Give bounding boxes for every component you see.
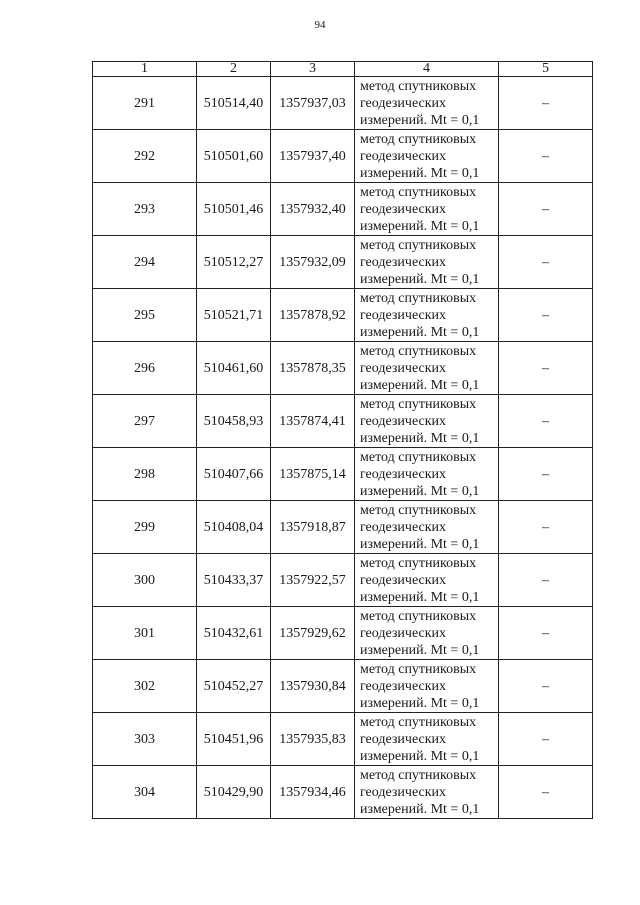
y-coordinate-cell: 1357874,41 (271, 395, 355, 448)
point-number-cell: 300 (93, 554, 197, 607)
x-coordinate-cell: 510501,46 (197, 183, 271, 236)
x-coordinate-cell: 510433,37 (197, 554, 271, 607)
method-line: геодезических (360, 201, 447, 217)
column-header: 3 (271, 62, 355, 77)
column-5-cell: – (499, 395, 593, 448)
method-line: метод спутниковых (360, 767, 477, 783)
y-coordinate-cell: 1357937,03 (271, 77, 355, 130)
method-line: метод спутниковых (360, 449, 477, 465)
method-line: измерений. Mt = 0,1 (360, 324, 480, 340)
method-line: измерений. Mt = 0,1 (360, 589, 480, 605)
point-number-cell: 303 (93, 713, 197, 766)
method-cell (355, 607, 499, 660)
x-coordinate-cell: 510407,66 (197, 448, 271, 501)
method-line: измерений. Mt = 0,1 (360, 112, 480, 128)
table-row (93, 342, 593, 395)
column-5-cell: – (499, 448, 593, 501)
table-row (93, 448, 593, 501)
point-number-cell: 299 (93, 501, 197, 554)
point-number-cell: 294 (93, 236, 197, 289)
column-5-cell: – (499, 77, 593, 130)
column-header: 2 (197, 62, 271, 77)
x-coordinate-cell: 510429,90 (197, 766, 271, 819)
y-coordinate-cell: 1357878,35 (271, 342, 355, 395)
method-line: метод спутниковых (360, 502, 477, 518)
method-line: измерений. Mt = 0,1 (360, 748, 480, 764)
point-number-cell: 291 (93, 77, 197, 130)
column-5-cell: – (499, 554, 593, 607)
y-coordinate-cell: 1357937,40 (271, 130, 355, 183)
method-line: метод спутниковых (360, 343, 477, 359)
y-coordinate-cell: 1357932,40 (271, 183, 355, 236)
method-cell (355, 395, 499, 448)
x-coordinate-cell: 510521,71 (197, 289, 271, 342)
table-row (93, 289, 593, 342)
y-coordinate-cell: 1357935,83 (271, 713, 355, 766)
method-line: метод спутниковых (360, 184, 477, 200)
method-line: измерений. Mt = 0,1 (360, 430, 480, 446)
table-row (93, 236, 593, 289)
method-cell (355, 766, 499, 819)
x-coordinate-cell: 510408,04 (197, 501, 271, 554)
point-number-cell: 292 (93, 130, 197, 183)
column-5-cell: – (499, 607, 593, 660)
table-row (93, 130, 593, 183)
method-cell (355, 554, 499, 607)
method-line: измерений. Mt = 0,1 (360, 695, 480, 711)
point-number-cell: 293 (93, 183, 197, 236)
method-line: геодезических (360, 784, 447, 800)
x-coordinate-cell: 510458,93 (197, 395, 271, 448)
method-line: измерений. Mt = 0,1 (360, 377, 480, 393)
y-coordinate-cell: 1357929,62 (271, 607, 355, 660)
method-line: измерений. Mt = 0,1 (360, 218, 480, 234)
x-coordinate-cell: 510432,61 (197, 607, 271, 660)
point-number-cell: 298 (93, 448, 197, 501)
column-5-cell: – (499, 501, 593, 554)
x-coordinate-cell: 510501,60 (197, 130, 271, 183)
method-cell (355, 183, 499, 236)
table-row (93, 77, 593, 130)
method-line: геодезических (360, 413, 447, 429)
table-row (93, 766, 593, 819)
method-line: геодезических (360, 572, 447, 588)
method-line: геодезических (360, 148, 447, 164)
column-header: 4 (355, 62, 499, 77)
table-row (93, 501, 593, 554)
method-line: измерений. Mt = 0,1 (360, 271, 480, 287)
point-number-cell: 295 (93, 289, 197, 342)
column-5-cell: – (499, 342, 593, 395)
column-5-cell: – (499, 236, 593, 289)
column-5-cell: – (499, 713, 593, 766)
method-cell (355, 342, 499, 395)
x-coordinate-cell: 510452,27 (197, 660, 271, 713)
y-coordinate-cell: 1357878,92 (271, 289, 355, 342)
y-coordinate-cell: 1357922,57 (271, 554, 355, 607)
method-line: метод спутниковых (360, 661, 477, 677)
method-line: геодезических (360, 678, 447, 694)
y-coordinate-cell: 1357934,46 (271, 766, 355, 819)
method-line: геодезических (360, 254, 447, 270)
method-cell (355, 130, 499, 183)
x-coordinate-cell: 510451,96 (197, 713, 271, 766)
method-line: измерений. Mt = 0,1 (360, 483, 480, 499)
point-number-cell: 302 (93, 660, 197, 713)
method-cell (355, 77, 499, 130)
method-line: геодезических (360, 731, 447, 747)
method-line: измерений. Mt = 0,1 (360, 801, 480, 817)
y-coordinate-cell: 1357875,14 (271, 448, 355, 501)
column-5-cell: – (499, 660, 593, 713)
point-number-cell: 304 (93, 766, 197, 819)
y-coordinate-cell: 1357930,84 (271, 660, 355, 713)
x-coordinate-cell: 510461,60 (197, 342, 271, 395)
table-header-row (93, 62, 593, 77)
x-coordinate-cell: 510514,40 (197, 77, 271, 130)
method-cell (355, 501, 499, 554)
x-coordinate-cell: 510512,27 (197, 236, 271, 289)
method-cell (355, 289, 499, 342)
method-line: измерений. Mt = 0,1 (360, 165, 480, 181)
method-line: метод спутниковых (360, 714, 477, 730)
method-line: геодезических (360, 625, 447, 641)
method-line: метод спутниковых (360, 608, 477, 624)
coordinates-table (92, 61, 593, 819)
method-line: геодезических (360, 307, 447, 323)
column-5-cell: – (499, 289, 593, 342)
point-number-cell: 301 (93, 607, 197, 660)
column-5-cell: – (499, 183, 593, 236)
y-coordinate-cell: 1357932,09 (271, 236, 355, 289)
method-line: метод спутниковых (360, 290, 477, 306)
method-line: метод спутниковых (360, 555, 477, 571)
method-line: метод спутниковых (360, 78, 477, 94)
method-line: измерений. Mt = 0,1 (360, 642, 480, 658)
method-line: метод спутниковых (360, 237, 477, 253)
column-5-cell: – (499, 766, 593, 819)
table-row (93, 554, 593, 607)
point-number-cell: 297 (93, 395, 197, 448)
method-cell (355, 713, 499, 766)
method-cell (355, 236, 499, 289)
table-row (93, 660, 593, 713)
column-header: 1 (93, 62, 197, 77)
page-number: 94 (314, 19, 326, 31)
method-line: метод спутниковых (360, 131, 477, 147)
method-line: измерений. Mt = 0,1 (360, 536, 480, 552)
y-coordinate-cell: 1357918,87 (271, 501, 355, 554)
method-line: геодезических (360, 519, 447, 535)
method-cell (355, 448, 499, 501)
method-line: метод спутниковых (360, 396, 477, 412)
column-header: 5 (499, 62, 593, 77)
method-line: геодезических (360, 360, 447, 376)
table-row (93, 713, 593, 766)
table-row (93, 395, 593, 448)
method-cell (355, 660, 499, 713)
point-number-cell: 296 (93, 342, 197, 395)
method-line: геодезических (360, 466, 447, 482)
table-row (93, 607, 593, 660)
column-5-cell: – (499, 130, 593, 183)
table-row (93, 183, 593, 236)
method-line: геодезических (360, 95, 447, 111)
